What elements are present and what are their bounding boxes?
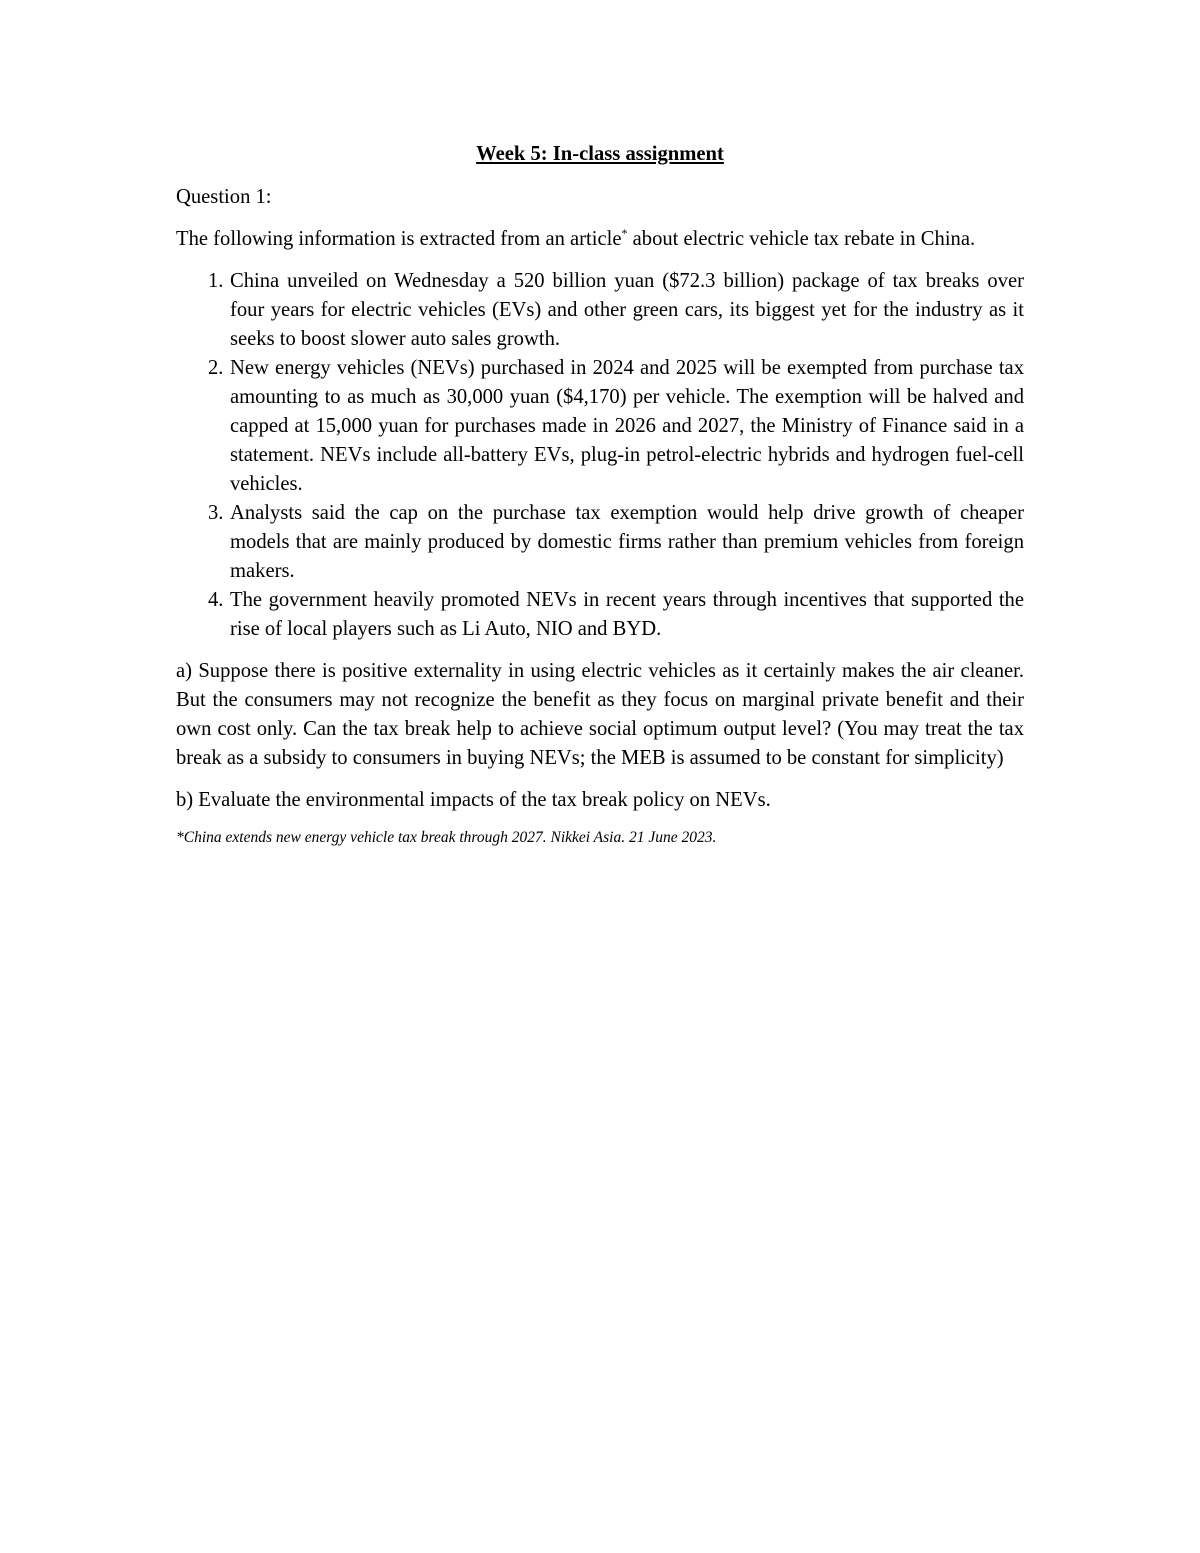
list-item-number: 1. (208, 270, 224, 292)
part-a-question: a) Suppose there is positive externality in using electric vehicles as it certainly makes the air cleaner. But the consumers may not recognize the benefit as they focus on marginal private benefit and their own cost only. Can the tax break help to achieve social optimum output level? (You may treat the tax break as a subsidy to consumers in buying NEVs; the MEB is assumed to be constant for simplicity) (176, 660, 1024, 769)
list-item-number: 3. (208, 502, 224, 524)
list-item (176, 354, 1024, 499)
list-item (176, 586, 1024, 644)
list-item-text: Analysts said the cap on the purchase tax exemption would help drive growth of cheaper models that are mainly produced by domestic firms rather than premium vehicles from foreign makers. (230, 502, 1024, 582)
question-label: Question 1: (176, 186, 272, 208)
intro-rest: about electric vehicle tax rebate in China. (627, 228, 976, 250)
intro-paragraph (176, 225, 1024, 254)
document-title: Week 5: In-class assignment (476, 143, 724, 165)
list-item-text: The government heavily promoted NEVs in recent years through incentives that supported the rise of local players such as Li Auto, NIO and BYD. (230, 589, 1024, 640)
list-item-number: 4. (208, 589, 224, 611)
part-b-question: b) Evaluate the environmental impacts of the tax break policy on NEVs. (176, 789, 771, 811)
intro-text: The following information is extracted from an article (176, 228, 622, 250)
footnote-citation: *China extends new energy vehicle tax break through 2027. Nikkei Asia. 21 June 2023. (176, 829, 717, 846)
document-body (176, 140, 1024, 848)
list-item-number: 2. (208, 357, 224, 379)
list-item (176, 499, 1024, 586)
footnote-marker: * (621, 226, 628, 240)
article-points-list (176, 267, 1024, 644)
list-item (176, 267, 1024, 354)
list-item-text: China unveiled on Wednesday a 520 billion yuan ($72.3 billion) package of tax breaks over four years for electric vehicles (EVs) and other green cars, its biggest yet for the industry as it seeks to boost slower auto sales growth. (230, 270, 1024, 350)
list-item-text: New energy vehicles (NEVs) purchased in 2024 and 2025 will be exempted from purchase tax amounting to as much as 30,000 yuan ($4,170) per vehicle. The exemption will be halved and capped at 15,000 yuan for purchases made in 2026 and 2027, the Ministry of Finance said in a statement. NEVs include all-battery EVs, plug-in petrol-electric hybrids and hydrogen fuel-cell vehicles. (230, 357, 1024, 495)
